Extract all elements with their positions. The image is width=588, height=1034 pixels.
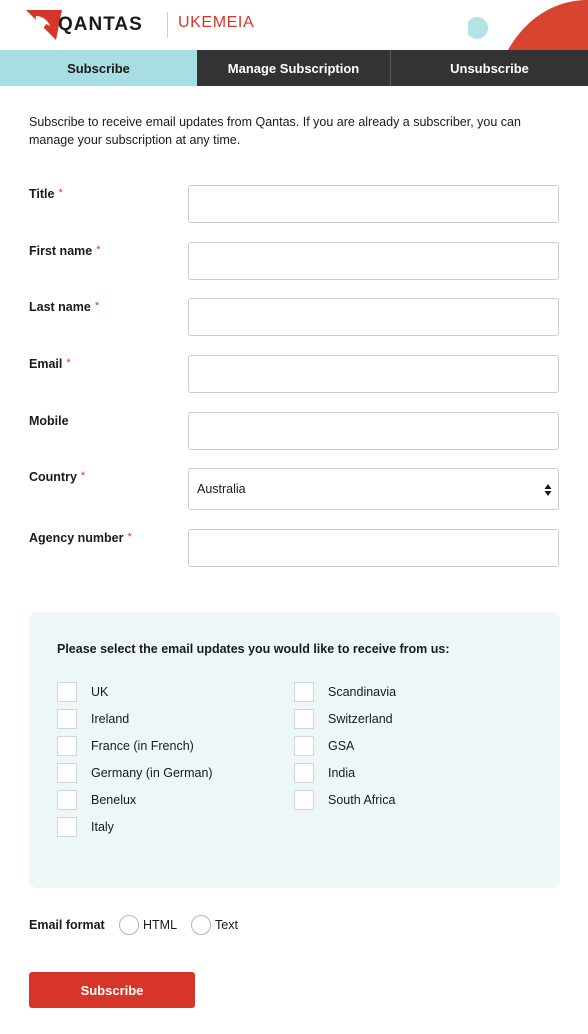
checkbox-label: Switzerland <box>328 712 393 726</box>
required-marker: * <box>58 187 63 199</box>
subscription-tabs <box>0 50 588 86</box>
checkbox[interactable] <box>294 709 314 729</box>
radio-html[interactable] <box>119 915 139 935</box>
required-marker: * <box>80 470 86 482</box>
required-marker: * <box>66 357 71 369</box>
country-selected-value: Australia <box>197 482 246 496</box>
checkbox-item-france[interactable] <box>57 736 194 756</box>
intro-text: Subscribe to receive email updates from Qantas. If you are already a subscriber, you can manage your subscription at any time. <box>29 115 521 147</box>
checkbox-label: South Africa <box>328 793 396 807</box>
checkbox[interactable] <box>57 709 77 729</box>
mobile-label: Mobile <box>29 414 69 428</box>
region-label: UKEMEIA <box>178 14 255 31</box>
checkbox[interactable] <box>294 790 314 810</box>
checkbox[interactable] <box>57 736 77 756</box>
email-label: Email * <box>29 357 71 371</box>
required-marker: * <box>94 300 100 312</box>
checkbox[interactable] <box>294 736 314 756</box>
required-marker: * <box>96 244 101 256</box>
header-divider <box>167 12 168 38</box>
title-label: Title * <box>29 187 63 201</box>
checkbox-label: France (in French) <box>91 739 194 753</box>
first-name-label: First name * <box>29 244 101 258</box>
checkbox-item-germany[interactable] <box>57 763 213 783</box>
kangaroo-logo-icon[interactable] <box>26 10 62 40</box>
checkbox[interactable] <box>294 763 314 783</box>
checkbox-label: Scandinavia <box>328 685 397 699</box>
checkbox-label: India <box>328 766 356 780</box>
checkbox-label: UK <box>91 685 109 699</box>
checkbox[interactable] <box>294 682 314 702</box>
checkbox-item-south-africa[interactable] <box>294 790 395 810</box>
checkbox[interactable] <box>57 682 77 702</box>
agency-number-input[interactable] <box>188 529 559 567</box>
brand-name: QANTAS <box>58 14 143 35</box>
select-arrows-icon <box>544 483 552 497</box>
tab-unsubscribe[interactable]: Unsubscribe <box>391 50 588 86</box>
country-select[interactable] <box>188 468 559 510</box>
agency-label: Agency number * <box>29 531 132 545</box>
last-name-input[interactable] <box>188 298 559 336</box>
title-input[interactable] <box>188 185 559 223</box>
checkbox[interactable] <box>57 790 77 810</box>
checkbox-item-gsa[interactable] <box>294 736 354 756</box>
checkbox-item-scandinavia[interactable] <box>294 682 396 702</box>
checkbox-item-india[interactable] <box>294 763 355 783</box>
first-name-input[interactable] <box>188 242 559 280</box>
mobile-input[interactable] <box>188 412 559 450</box>
radio-text[interactable] <box>191 915 211 935</box>
checkbox-label: Italy <box>91 820 114 834</box>
checkbox-item-italy[interactable] <box>57 817 114 837</box>
tab-subscribe[interactable]: Subscribe <box>0 50 197 86</box>
email-updates-panel <box>29 612 560 888</box>
decorative-shape-icon <box>468 0 588 50</box>
checkbox-label: Benelux <box>91 793 137 807</box>
required-marker: * <box>127 531 132 543</box>
subscribe-button[interactable]: Subscribe <box>29 972 195 1008</box>
country-label: Country * <box>29 470 86 484</box>
checkbox-item-uk[interactable] <box>57 682 108 702</box>
checkbox[interactable] <box>57 763 77 783</box>
site-header <box>0 0 588 50</box>
checkbox-label: GSA <box>328 739 355 753</box>
checkbox-item-switzerland[interactable] <box>294 709 393 729</box>
checkbox[interactable] <box>57 817 77 837</box>
email-updates-title: Please select the email updates you would like to receive from us: <box>57 642 450 656</box>
radio-text-label[interactable]: Text <box>215 918 238 932</box>
radio-html-label[interactable]: HTML <box>143 918 178 932</box>
email-format-row <box>29 913 252 937</box>
tab-manage-subscription[interactable]: Manage Subscription <box>197 50 391 86</box>
email-format-label: Email format <box>29 918 105 932</box>
checkbox-item-ireland[interactable] <box>57 709 129 729</box>
checkbox-label: Germany (in German) <box>91 766 213 780</box>
last-name-label: Last name * <box>29 300 100 314</box>
email-input[interactable] <box>188 355 559 393</box>
checkbox-item-benelux[interactable] <box>57 790 136 810</box>
checkbox-label: Ireland <box>91 712 130 726</box>
